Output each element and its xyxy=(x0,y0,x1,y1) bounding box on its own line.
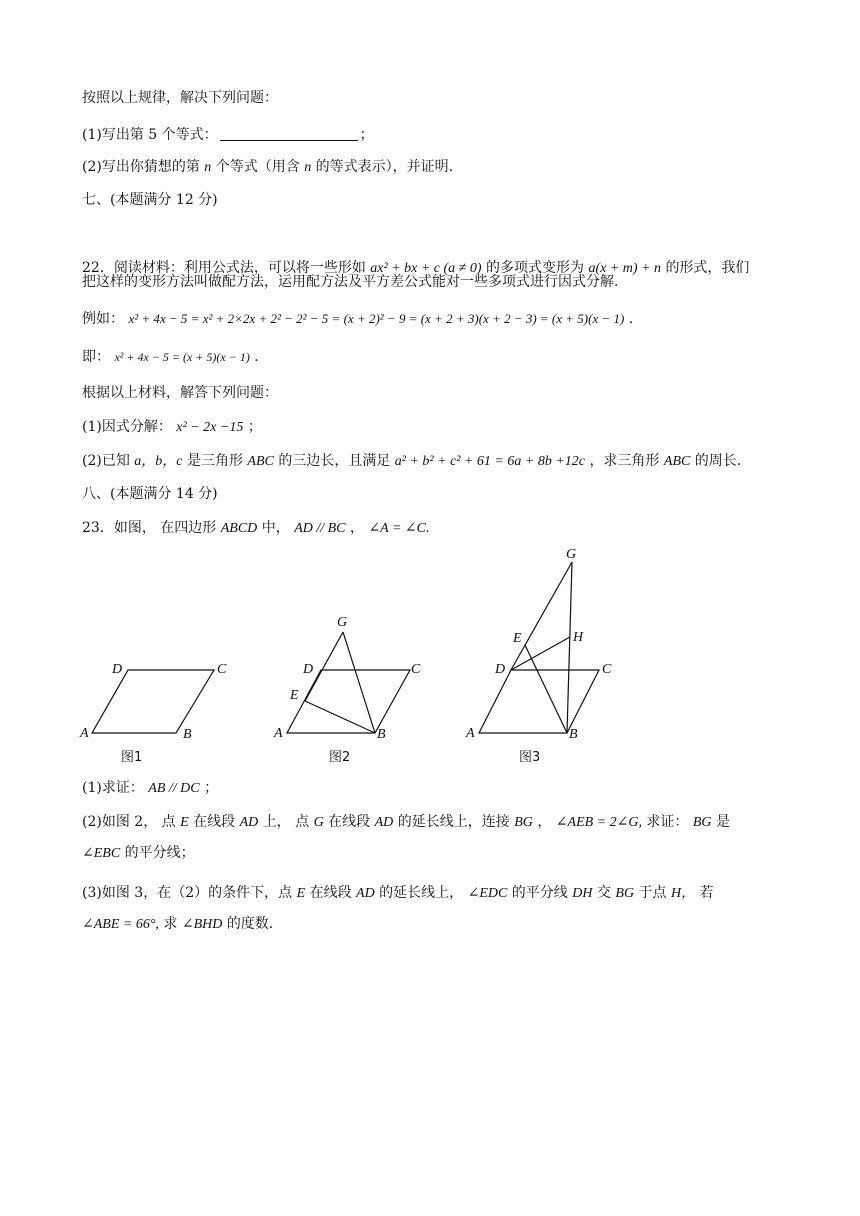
problem-23-part2: (2)如图 2， 点 E 在线段 AD 上， 点 G 在线段 AD 的延长线上，连接 BG ， ∠AEB = 2∠G, 求证： BG 是 xyxy=(82,814,730,830)
fig3-parallelogram xyxy=(479,670,599,733)
question-1-line: (1)写出第 5 个等式： ； xyxy=(82,127,374,143)
fig2-label-E: E xyxy=(290,688,299,703)
problem-22-intro: 22．阅读材料：利用公式法，可以将一些形如 ax² + bx + c (a ≠ 0) 的多项式变形为 a(x + m) + n 的形式，我们 xyxy=(82,260,750,276)
fig2-line-EB xyxy=(305,701,375,733)
fig3-caption: 图3 xyxy=(519,750,541,765)
fig3-label-C: C xyxy=(602,662,612,677)
example-result-line: 即： x² + 4x − 5 = (x + 5)(x − 1) . xyxy=(82,349,259,365)
fig1-caption: 图1 xyxy=(121,750,143,765)
fig1-label-D: D xyxy=(112,662,123,677)
fig2-label-A: A xyxy=(274,726,283,741)
question-2-line: (2)写出你猜想的第 n 个等式（用含 n 的等式表示），并证明. xyxy=(82,159,454,175)
fig3-line-GB xyxy=(567,562,572,733)
fig1-label-A: A xyxy=(80,726,89,741)
fig2-caption: 图2 xyxy=(329,750,351,765)
problem-23-intro: 23．如图， 在四边形 ABCD 中， AD // BC ， ∠A = ∠C. xyxy=(82,520,430,536)
fig3-label-E: E xyxy=(513,631,522,646)
fig3-label-A: A xyxy=(466,726,475,741)
fig3-line-GD xyxy=(511,562,572,670)
fig1-label-C: C xyxy=(217,662,227,677)
fig2-label-B: B xyxy=(377,727,386,742)
instruction-line: 按照以上规律，解决下列问题： xyxy=(82,90,278,106)
problem-23-part3-cont: ∠ABE = 66°, 求 ∠BHD 的度数. xyxy=(82,916,274,932)
fig1-parallelogram xyxy=(92,670,214,733)
fig2-label-D: D xyxy=(303,662,314,677)
problem-23-part1: (1)求证： AB // DC ； xyxy=(82,780,219,796)
problem-22-part2: (2)已知 a，b，c 是三角形 ABC 的三边长，且满足 a² + b² + c² + 61 = 6a + 8b +12c ，求三角形 ABC 的周长. xyxy=(82,453,742,469)
fig2-label-C: C xyxy=(411,662,421,677)
problem-22-intro-cont: 把这样的变形方法叫做配方法，运用配方法及平方差公式能对一些多项式进行因式分解. xyxy=(82,274,619,290)
fig3-label-B: B xyxy=(569,727,578,742)
section-7-heading: 七、(本题满分 12 分) xyxy=(82,192,218,208)
example-line: 例如： x² + 4x − 5 = x² + 2×2x + 2² − 2² − 5 = (x + 2)² − 9 = (x + 2 + 3)(x + 2 − 3) = (x + 5)(x − 1) . xyxy=(82,311,634,327)
fig3-label-D: D xyxy=(495,662,506,677)
problem-23-part3: (3)如图 3，在（2）的条件下，点 E 在线段 AD 的延长线上， ∠EDC 的平分线 DH 交 BG 于点 H， 若 xyxy=(82,885,714,901)
fig2-line-GB xyxy=(343,632,375,733)
fig2-label-G: G xyxy=(337,615,348,630)
prompt-line: 根据以上材料，解答下列问题： xyxy=(82,385,278,401)
section-8-heading: 八、(本题满分 14 分) xyxy=(82,486,218,502)
problem-22-part1: (1)因式分解： x² − 2x −15 ； xyxy=(82,419,262,435)
problem-23-part2-cont: ∠EBC 的平分线； xyxy=(82,845,195,861)
fig3-label-G: G xyxy=(566,547,577,562)
fig3-label-H: H xyxy=(573,630,584,645)
fig1-label-B: B xyxy=(183,727,192,742)
